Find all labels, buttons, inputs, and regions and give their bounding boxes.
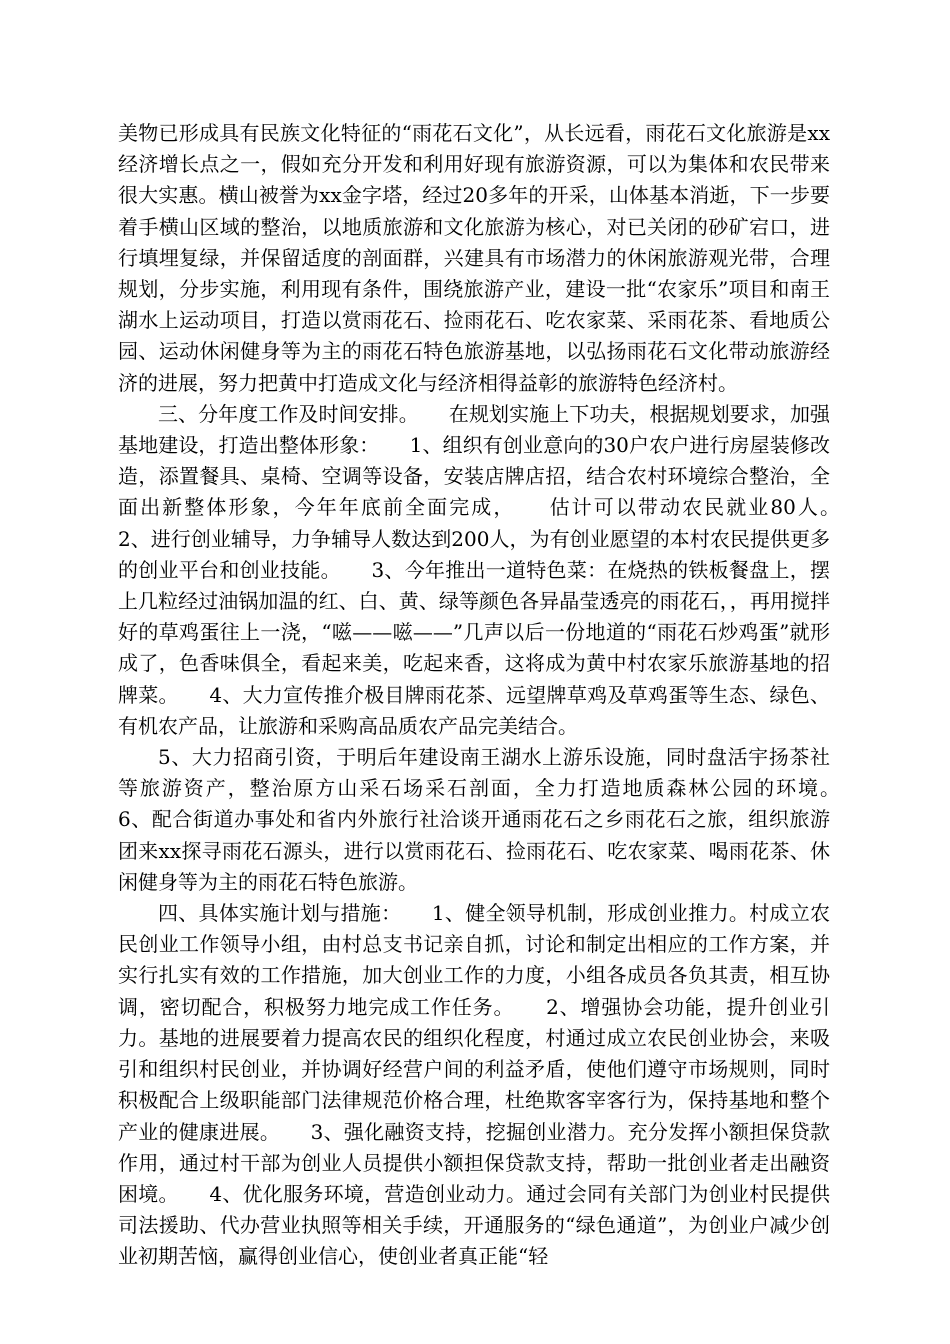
paragraph-implementation-measures: 四、具体实施计划与措施： 1、健全领导机制，形成创业推力。村成立农民创业工作领导小组，由村总支书记亲自抓，讨论和制定出相应的工作方案，并实行扎实有效的工作措施，加大创业工作的力度，小组各成员各负其责，相互协调，密切配合，积极努力地完成工作任务。 2、增强协会功能，提升创业引力。基地的进展要着力提高农民的组织化程度，村通过成立农民创业协会，来吸引和组织村民创业，并协调好经营户间的利益矛盾，使他们遵守市场规则，同时积极配合上级职能部门法律规范价格合理，杜绝欺客宰客行为，保持基地和整个产业的健康进展。 3、强化融资支持，挖掘创业潜力。充分发挥小额担保贷款作用，通过村干部为创业人员提供小额担保贷款支持，帮助一批创业者走出融资困境。 4、优化服务环境，营造创业动力。通过会同有关部门为创业村民提供司法援助、代办营业执照等相关手续，开通服务的“绿色通道”，为创业户减少创业初期苦恼，赢得创业信心，使创业者真正能“轻 (118, 901, 830, 1269)
paragraph-tourism-plan: 美物已形成具有民族文化特征的“雨花石文化”，从长远看，雨花石文化旅游是xx经济增长点之一，假如充分开发和利用好现有旅游资源，可以为集体和农民带来很大实惠。横山被誉为xx金字塔，经过20多年的开采，山体基本消逝，下一步要着手横山区域的整治，以地质旅游和文化旅游为核心，对已关闭的砂矿宕口，进行填埋复绿，并保留适度的剖面群，兴建具有市场潜力的休闲旅游观光带，合理规划，分步实施，利用现有条件，围绕旅游产业，建设一批“农家乐”项目和南王湖水上运动项目，打造以赏雨花石、捡雨花石、吃农家菜、采雨花茶、看地质公园、运动休闲健身等为主的雨花石特色旅游基地，以弘扬雨花石文化带动旅游经济的进展，努力把黄中打造成文化与经济相得益彰的旅游特色经济村。 (118, 121, 830, 395)
document-page (118, 118, 870, 1273)
paragraph-investment: 5、大力招商引资，于明后年建设南王湖水上游乐设施，同时盘活宇扬茶社等旅游资产，整治原方山采石场采石剖面，全力打造地质森林公园的环境。 6、配合街道办事处和省内外旅行社洽谈开通雨花石之乡雨花石之旅，组织旅游团来xx探寻雨花石源头，进行以赏雨花石、捡雨花石、吃农家菜、喝雨花茶、休闲健身等为主的雨花石特色旅游。 (118, 745, 870, 894)
paragraph-annual-schedule: 三、分年度工作及时间安排。 在规划实施上下功夫，根据规划要求，加强基地建设，打造出整体形象： 1、组织有创业意向的30户农户进行房屋装修改造，添置餐具、桌椅、空调等设备，安装店牌店招，结合农村环境综合整治，全面出新整体形象，今年年底前全面完成， 估计可以带动农民就业80人。 2、进行创业辅导，力争辅导人数达到200人，为有创业愿望的本村农民提供更多的创业平台和创业技能。 3、今年推出一道特色菜：在烧热的铁板餐盘上，摆上几粒经过油锅加温的红、白、黄、绿等颜色各异晶莹透亮的雨花石，，再用搅拌好的草鸡蛋往上一浇，“嗞——嗞——”几声以后一份地道的“雨花石炒鸡蛋”就形成了，色香味俱全，看起来美，吃起来香，这将成为黄中村农家乐旅游基地的招牌菜。 4、大力宣传推介极目牌雨花茶、远望牌草鸡及草鸡蛋等生态、绿色、有机农产品，让旅游和采购高品质农产品完美结合。 (118, 401, 870, 738)
